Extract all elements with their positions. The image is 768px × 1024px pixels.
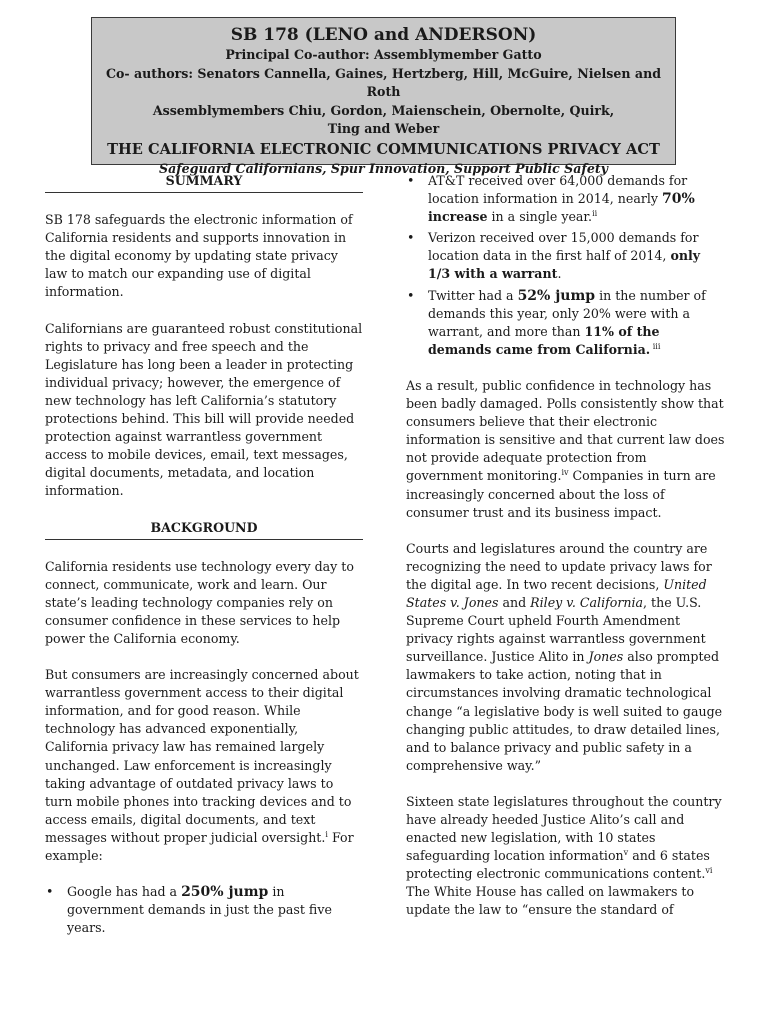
rp3-text-a: Sixteen state legislatures throughout the country have already heeded Justice Alito’s call and enacted new legislation, with 10 states safeguarding location information (406, 793, 722, 864)
bullet-google (67, 883, 363, 937)
verizon-text: Verizon received over 15,000 demands for location data in the first half of 2014, (428, 230, 699, 264)
bg-p2-tail: For example: (45, 829, 354, 863)
rp3-text-c: The White House has called on lawmakers to update the law to “ensure the standard of (406, 884, 695, 918)
summary-heading: SUMMARY (45, 172, 363, 193)
bullet-twitter (428, 287, 726, 359)
summary-paragraph-2: Californians are guaranteed robust constitutional rights to privacy and free speech and the Legislature has long been a leader in protecting individual privacy; however, the emergence of new technology has left California’s statutory protections behind. This bill will provide needed protection against warrantless government access to mobile devices, email, text messages, digital documents, metadata, and location information. (45, 320, 363, 499)
left-column (45, 172, 363, 955)
twitter-text-a: Twitter had a (428, 287, 518, 303)
bullet-att (428, 172, 726, 226)
att-increase: increase (428, 209, 488, 225)
rp1-text-a: As a result, public confidence in technology has been badly damaged. Polls consistently show that consumers believe that their electronic information is sensitive and that current law does not provide adequate protection from government monitoring. (406, 377, 725, 484)
rp2-text-b: , the U.S. Supreme Court upheld Fourth Amendment privacy rights against warrantless government surveillance. Justice Alito in (406, 594, 706, 665)
verizon-stat: only 1/3 with a warrant (428, 248, 701, 282)
coauthors-senators: Co- authors: Senators Cannella, Gaines, Hertzberg, Hill, McGuire, Nielsen and Roth (105, 65, 662, 99)
case-jones: Jones (588, 649, 624, 665)
right-bullet-list (406, 172, 726, 359)
footnote-iii: iii (650, 341, 661, 351)
act-name: THE CALIFORNIA ELECTRONIC COMMUNICATIONS PRIVACY ACT (107, 140, 660, 158)
google-text-c: in government demands in just the past five years. (67, 884, 332, 936)
case-us-v-jones: United States v. Jones (406, 576, 707, 610)
principal-coauthor: Principal Co-author: Assemblymember Gatto (225, 47, 542, 62)
twitter-stat: 52% jump (517, 287, 596, 304)
right-paragraph-1 (406, 377, 726, 522)
twitter-california: 11% of the demands came from California. (428, 323, 660, 357)
footnote-v: v (623, 848, 629, 857)
title-box (91, 17, 676, 176)
footnote-vi: vi (705, 866, 713, 876)
coauthors-assembly-cont: Ting and Weber (327, 121, 440, 136)
rp1-text-b: Companies in turn are increasingly concerned about the loss of consumer trust and its business impact. (406, 468, 716, 520)
google-text-a: Google has had a (67, 884, 182, 900)
bill-title: SB 178 (LENO and ANDERSON) (230, 25, 537, 45)
case-riley-v-california: Riley v. California (530, 594, 644, 610)
summary-paragraph-1: SB 178 safeguards the electronic information of California residents and supports innovation in the digital economy by updating state privacy law to match our expanding use of digital information. (45, 212, 353, 300)
footnote-i: i (325, 829, 328, 839)
rp3-text-b: and 6 states protecting electronic communications content. (406, 848, 710, 882)
att-stat: 70% (662, 191, 695, 208)
att-text-d: in a single year. (487, 209, 593, 225)
rp2-text-c: also prompted lawmakers to take action, noting that in circumstances involving dramatic technological change “a legislative body is well suited to gauge changing public attitudes, to draw detailed lines, and to balance privacy and public safety in a comprehensive way.” (406, 649, 723, 773)
left-bullet-list (45, 883, 363, 937)
bg-p2-text: But consumers are increasingly concerned about warrantless government access to their digital information, and for good reason. While technology has advanced exponentially, California privacy law has remained largely unchanged. Law enforcement is increasingly taking advantage of outdated privacy laws to turn mobile phones into tracking devices and to access emails, digital documents, and text messages without proper judicial oversight. (45, 667, 359, 845)
coauthors-assembly: Assemblymembers Chiu, Gordon, Maienschein, Obernolte, Quirk, (152, 102, 615, 118)
verizon-period: . (557, 266, 562, 282)
google-stat: 250% jump (181, 884, 269, 901)
bullet-verizon (428, 229, 726, 283)
att-text: AT&T received over 64,000 demands for location information in 2014, nearly (428, 173, 688, 207)
right-paragraph-3 (406, 793, 726, 920)
rp2-and: and (498, 594, 531, 610)
tagline: Safeguard Californians, Spur Innovation, Support Public Safety (158, 160, 608, 176)
background-heading: BACKGROUND (45, 519, 363, 540)
right-column (406, 172, 726, 938)
footnote-iv: iv (561, 468, 569, 478)
background-paragraph-1: California residents use technology every day to connect, communicate, work and learn. Our state’s leading technology companies rely on consumer confidence in these services to help power the California economy. (45, 558, 354, 646)
rp2-text-a: Courts and legislatures around the country are recognizing the need to update privacy laws for the digital age. In two recent decisions, (406, 540, 712, 592)
background-paragraph-2 (45, 666, 363, 865)
twitter-text-c: in the number of demands this year, only 20% were with a warrant, and more than (428, 287, 706, 339)
footnote-ii: ii (592, 209, 598, 218)
right-paragraph-2 (406, 540, 726, 775)
